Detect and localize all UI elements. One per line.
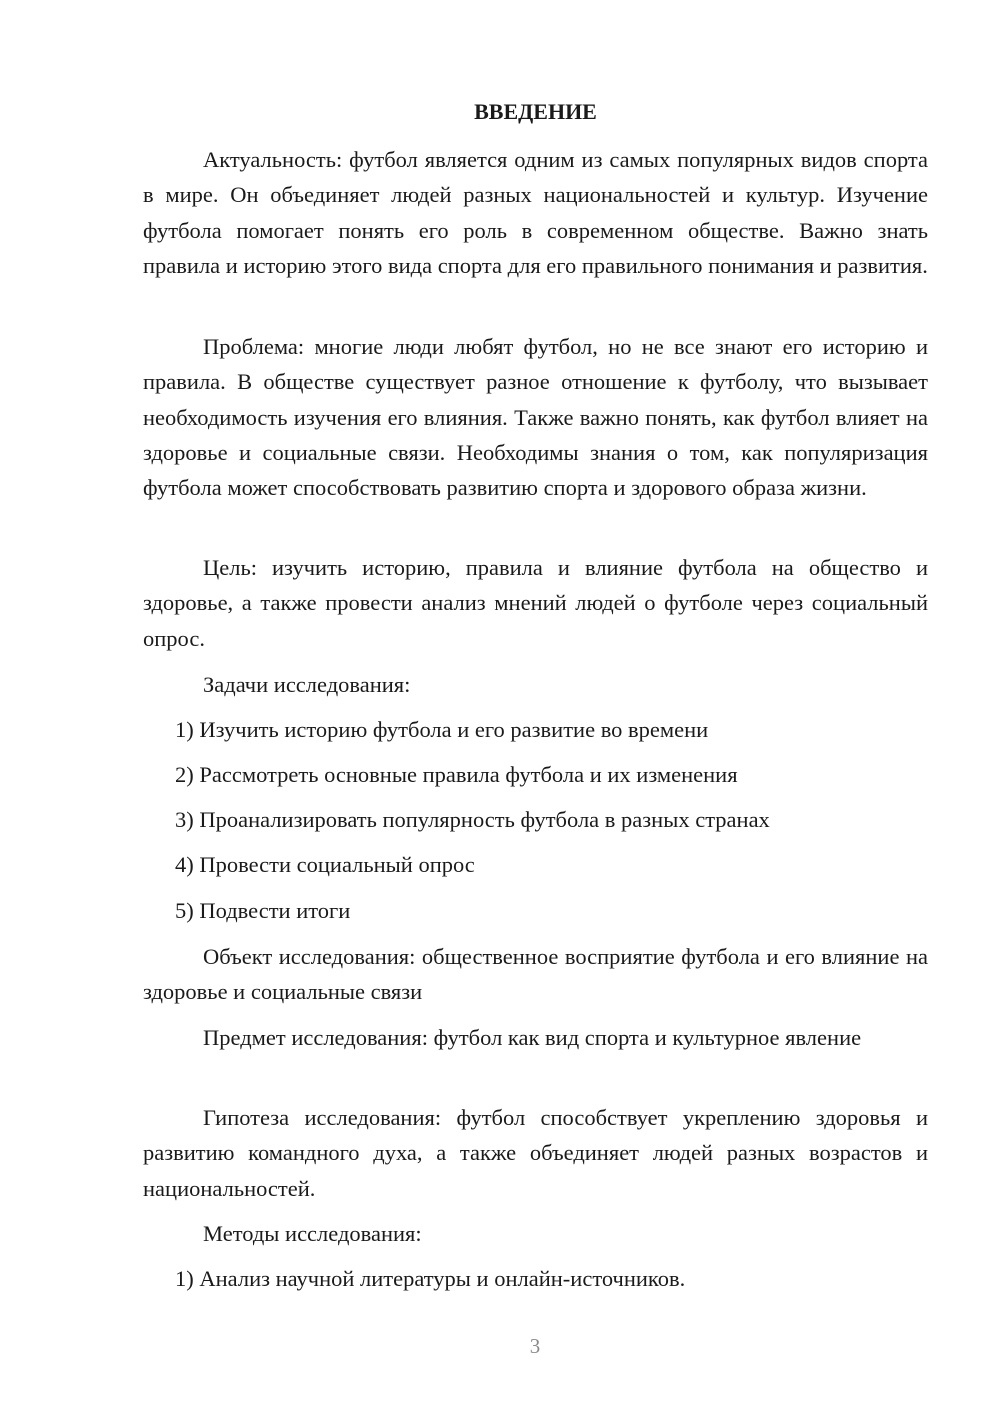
- task-item: 5) Подвести итоги: [175, 898, 351, 923]
- goal-paragraph: Цель: изучить историю, правила и влияние футбола на общество и здоровье, а также провести анализ мнений людей о футболе через социальный опрос.: [143, 555, 928, 651]
- page-number: 3: [529, 1334, 541, 1358]
- methods-label: Методы исследования:: [203, 1221, 422, 1246]
- tasks-label: Задачи исследования:: [203, 672, 411, 697]
- task-item: 3) Проанализировать популярность футбола в разных странах: [175, 807, 770, 832]
- task-item: 4) Провести социальный опрос: [175, 852, 475, 877]
- method-item: 1) Анализ научной литературы и онлайн-источников.: [175, 1266, 686, 1291]
- task-item: 1) Изучить историю футбола и его развитие во времени: [175, 717, 709, 742]
- subject-paragraph: Предмет исследования: футбол как вид спорта и культурное явление: [203, 1025, 862, 1050]
- relevance-paragraph: Актуальность: футбол является одним из самых популярных видов спорта в мире. Он объединяет людей разных национальностей и культур. Изучение футбола помогает понять его роль в современном обществе. Важно знать правила и историю этого вида спорта для его правильного понимания и развития.: [143, 147, 928, 278]
- hypothesis-paragraph: Гипотеза исследования: футбол способствует укреплению здоровья и развитию командного духа, а также объединяет людей разных возрастов и национальностей.: [143, 1105, 928, 1201]
- problem-paragraph: Проблема: многие люди любят футбол, но не все знают его историю и правила. В обществе существует разное отношение к футболу, что вызывает необходимость изучения его влияния. Также важно понять, как футбол влияет на здоровье и социальные связи. Необходимы знания о том, как популяризация футбола может способствовать развитию спорта и здорового образа жизни.: [143, 334, 928, 501]
- task-item: 2) Рассмотреть основные правила футбола и их изменения: [175, 762, 738, 787]
- object-paragraph: Объект исследования: общественное восприятие футбола и его влияние на здоровье и социальные связи: [143, 944, 928, 1005]
- page-title: ВВЕДЕНИЕ: [474, 99, 597, 124]
